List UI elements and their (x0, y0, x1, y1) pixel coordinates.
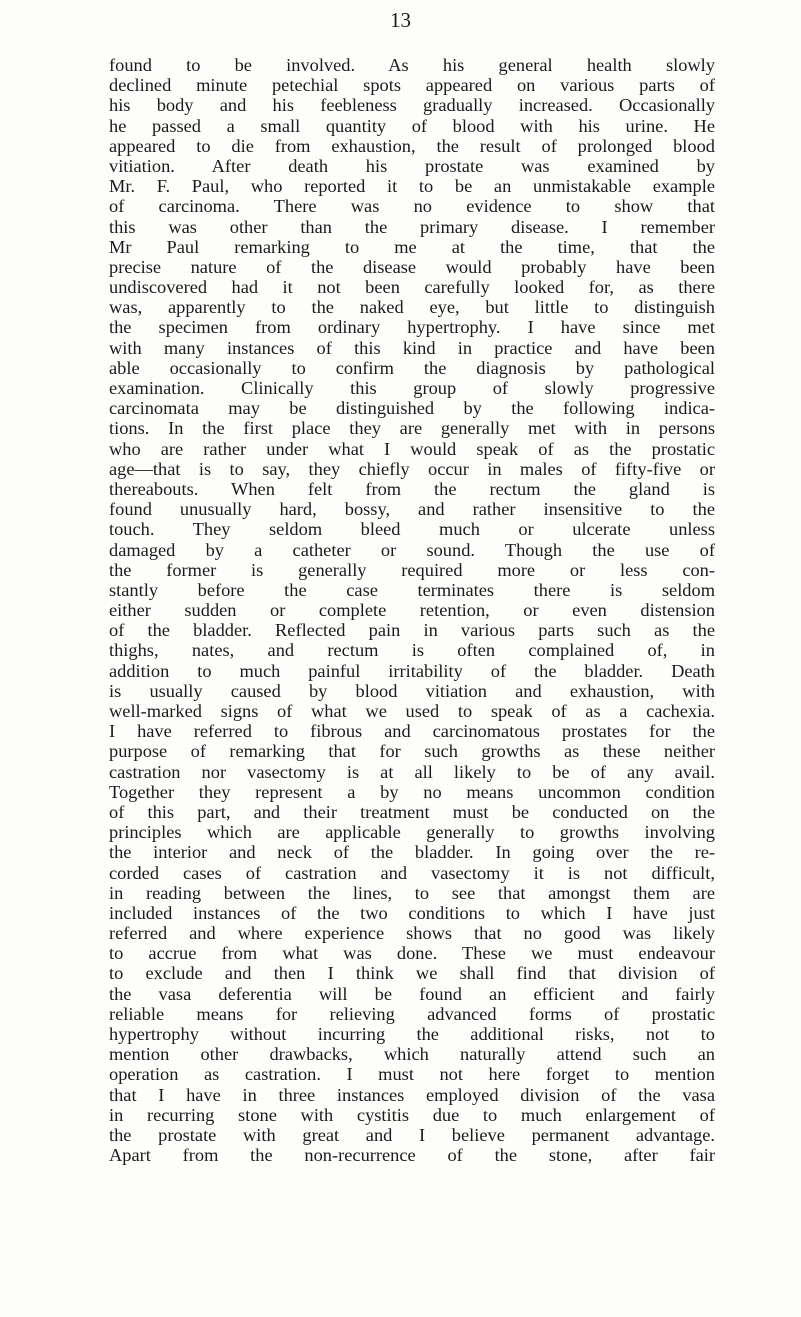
text-line: touch. They seldom bleed much or ulcerate unless (109, 519, 715, 540)
text-line: hypertrophy without incurring the additional risks, not to (109, 1024, 715, 1044)
text-line: I have referred to fibrous and carcinomatous prostates for the (109, 721, 715, 742)
text-line: to accrue from what was done. These we must endeavour (109, 943, 715, 964)
text-line: principles which are applicable generally to growths involving (109, 822, 715, 843)
text-line: found unusually hard, bossy, and rather insensitive to the (109, 499, 715, 520)
text-line: included instances of the two conditions to which I have just (109, 902, 715, 923)
text-line: the vasa deferentia will be found an efficient and fairly (109, 983, 715, 1004)
text-line: Mr. F. Paul, who reported it to be an unmistakable example (109, 176, 715, 197)
text-line: corded cases of castration and vasectomy it is not difficult, (109, 862, 715, 883)
text-line: operation as castration. I must not here forget to mention (109, 1064, 715, 1085)
text-line: referred and where experience shows that no good was likely (109, 923, 715, 944)
text-line: either sudden or complete retention, or even distension (109, 600, 715, 621)
text-line: thighs, nates, and rectum is often complained of, in (109, 640, 715, 661)
text-line: purpose of remarking that for such growths as these neither (109, 741, 715, 762)
text-line: of carcinoma. There was no evidence to show that (109, 196, 715, 217)
text-line: tions. In the first place they are generally met with in persons (109, 418, 715, 439)
text-line: declined minute petechial spots appeared on various parts of (109, 75, 715, 96)
text-line: addition to much painful irritability of the bladder. Death (109, 660, 715, 681)
text-line: of this part, and their treatment must be conducted on the (109, 801, 715, 822)
text-line: is usually caused by blood vitiation and exhaustion, with (109, 680, 715, 701)
text-line: undiscovered had it not been carefully looked for, as there (109, 277, 715, 298)
text-line: the interior and neck of the bladder. In going over the re- (109, 842, 715, 863)
text-line: precise nature of the disease would probably have been (109, 256, 715, 277)
text-line: his body and his feebleness gradually increased. Occasionally (109, 95, 715, 116)
text-line: appeared to die from exhaustion, the result of prolonged blood (109, 135, 715, 156)
body-text (109, 55, 715, 1165)
text-line: damaged by a catheter or sound. Though the use of (109, 539, 715, 560)
text-line: age—that is to say, they chiefly occur in males of fifty-five or (109, 458, 715, 479)
text-line: found to be involved. As his general health slowly (109, 55, 715, 75)
text-line: carcinomata may be distinguished by the following indica- (109, 398, 715, 419)
text-line: thereabouts. When felt from the rectum the gland is (109, 478, 715, 499)
text-line: Together they represent a by no means uncommon condition (109, 781, 715, 802)
text-line: able occasionally to confirm the diagnosis by pathological (109, 357, 715, 378)
text-line: he passed a small quantity of blood with his urine. He (109, 115, 715, 136)
text-line: vitiation. After death his prostate was examined by (109, 155, 715, 176)
text-line: in reading between the lines, to see that amongst them are (109, 882, 715, 903)
text-line: was, apparently to the naked eye, but little to distinguish (109, 297, 715, 318)
text-line: reliable means for relieving advanced forms of prostatic (109, 1003, 715, 1024)
text-line: of the bladder. Reflected pain in various parts such as the (109, 620, 715, 641)
text-line: to exclude and then I think we shall find that division of (109, 963, 715, 984)
text-line: stantly before the case terminates there is seldom (109, 579, 715, 600)
text-line: the former is generally required more or less con- (109, 559, 715, 580)
text-line: the specimen from ordinary hypertrophy. I have since met (109, 317, 715, 338)
text-line: Mr Paul remarking to me at the time, that the (109, 236, 715, 257)
page-number: 13 (390, 8, 411, 32)
text-line: Apart from the non-recurrence of the stone, after fair (109, 1145, 715, 1166)
text-line: well-marked signs of what we used to speak of as a cachexia. (109, 701, 715, 721)
text-line: mention other drawbacks, which naturally attend such an (109, 1044, 715, 1065)
text-line: the prostate with great and I believe permanent advantage. (109, 1124, 715, 1145)
text-line: examination. Clinically this group of slowly progressive (109, 378, 715, 398)
text-line: in recurring stone with cystitis due to much enlargement of (109, 1104, 715, 1125)
text-line: with many instances of this kind in practice and have been (109, 337, 715, 358)
text-line: this was other than the primary disease. I remember (109, 216, 715, 237)
text-line: that I have in three instances employed division of the vasa (109, 1084, 715, 1105)
text-line: castration nor vasectomy is at all likely to be of any avail. (109, 761, 715, 782)
text-line: who are rather under what I would speak of as the prostatic (109, 438, 715, 459)
